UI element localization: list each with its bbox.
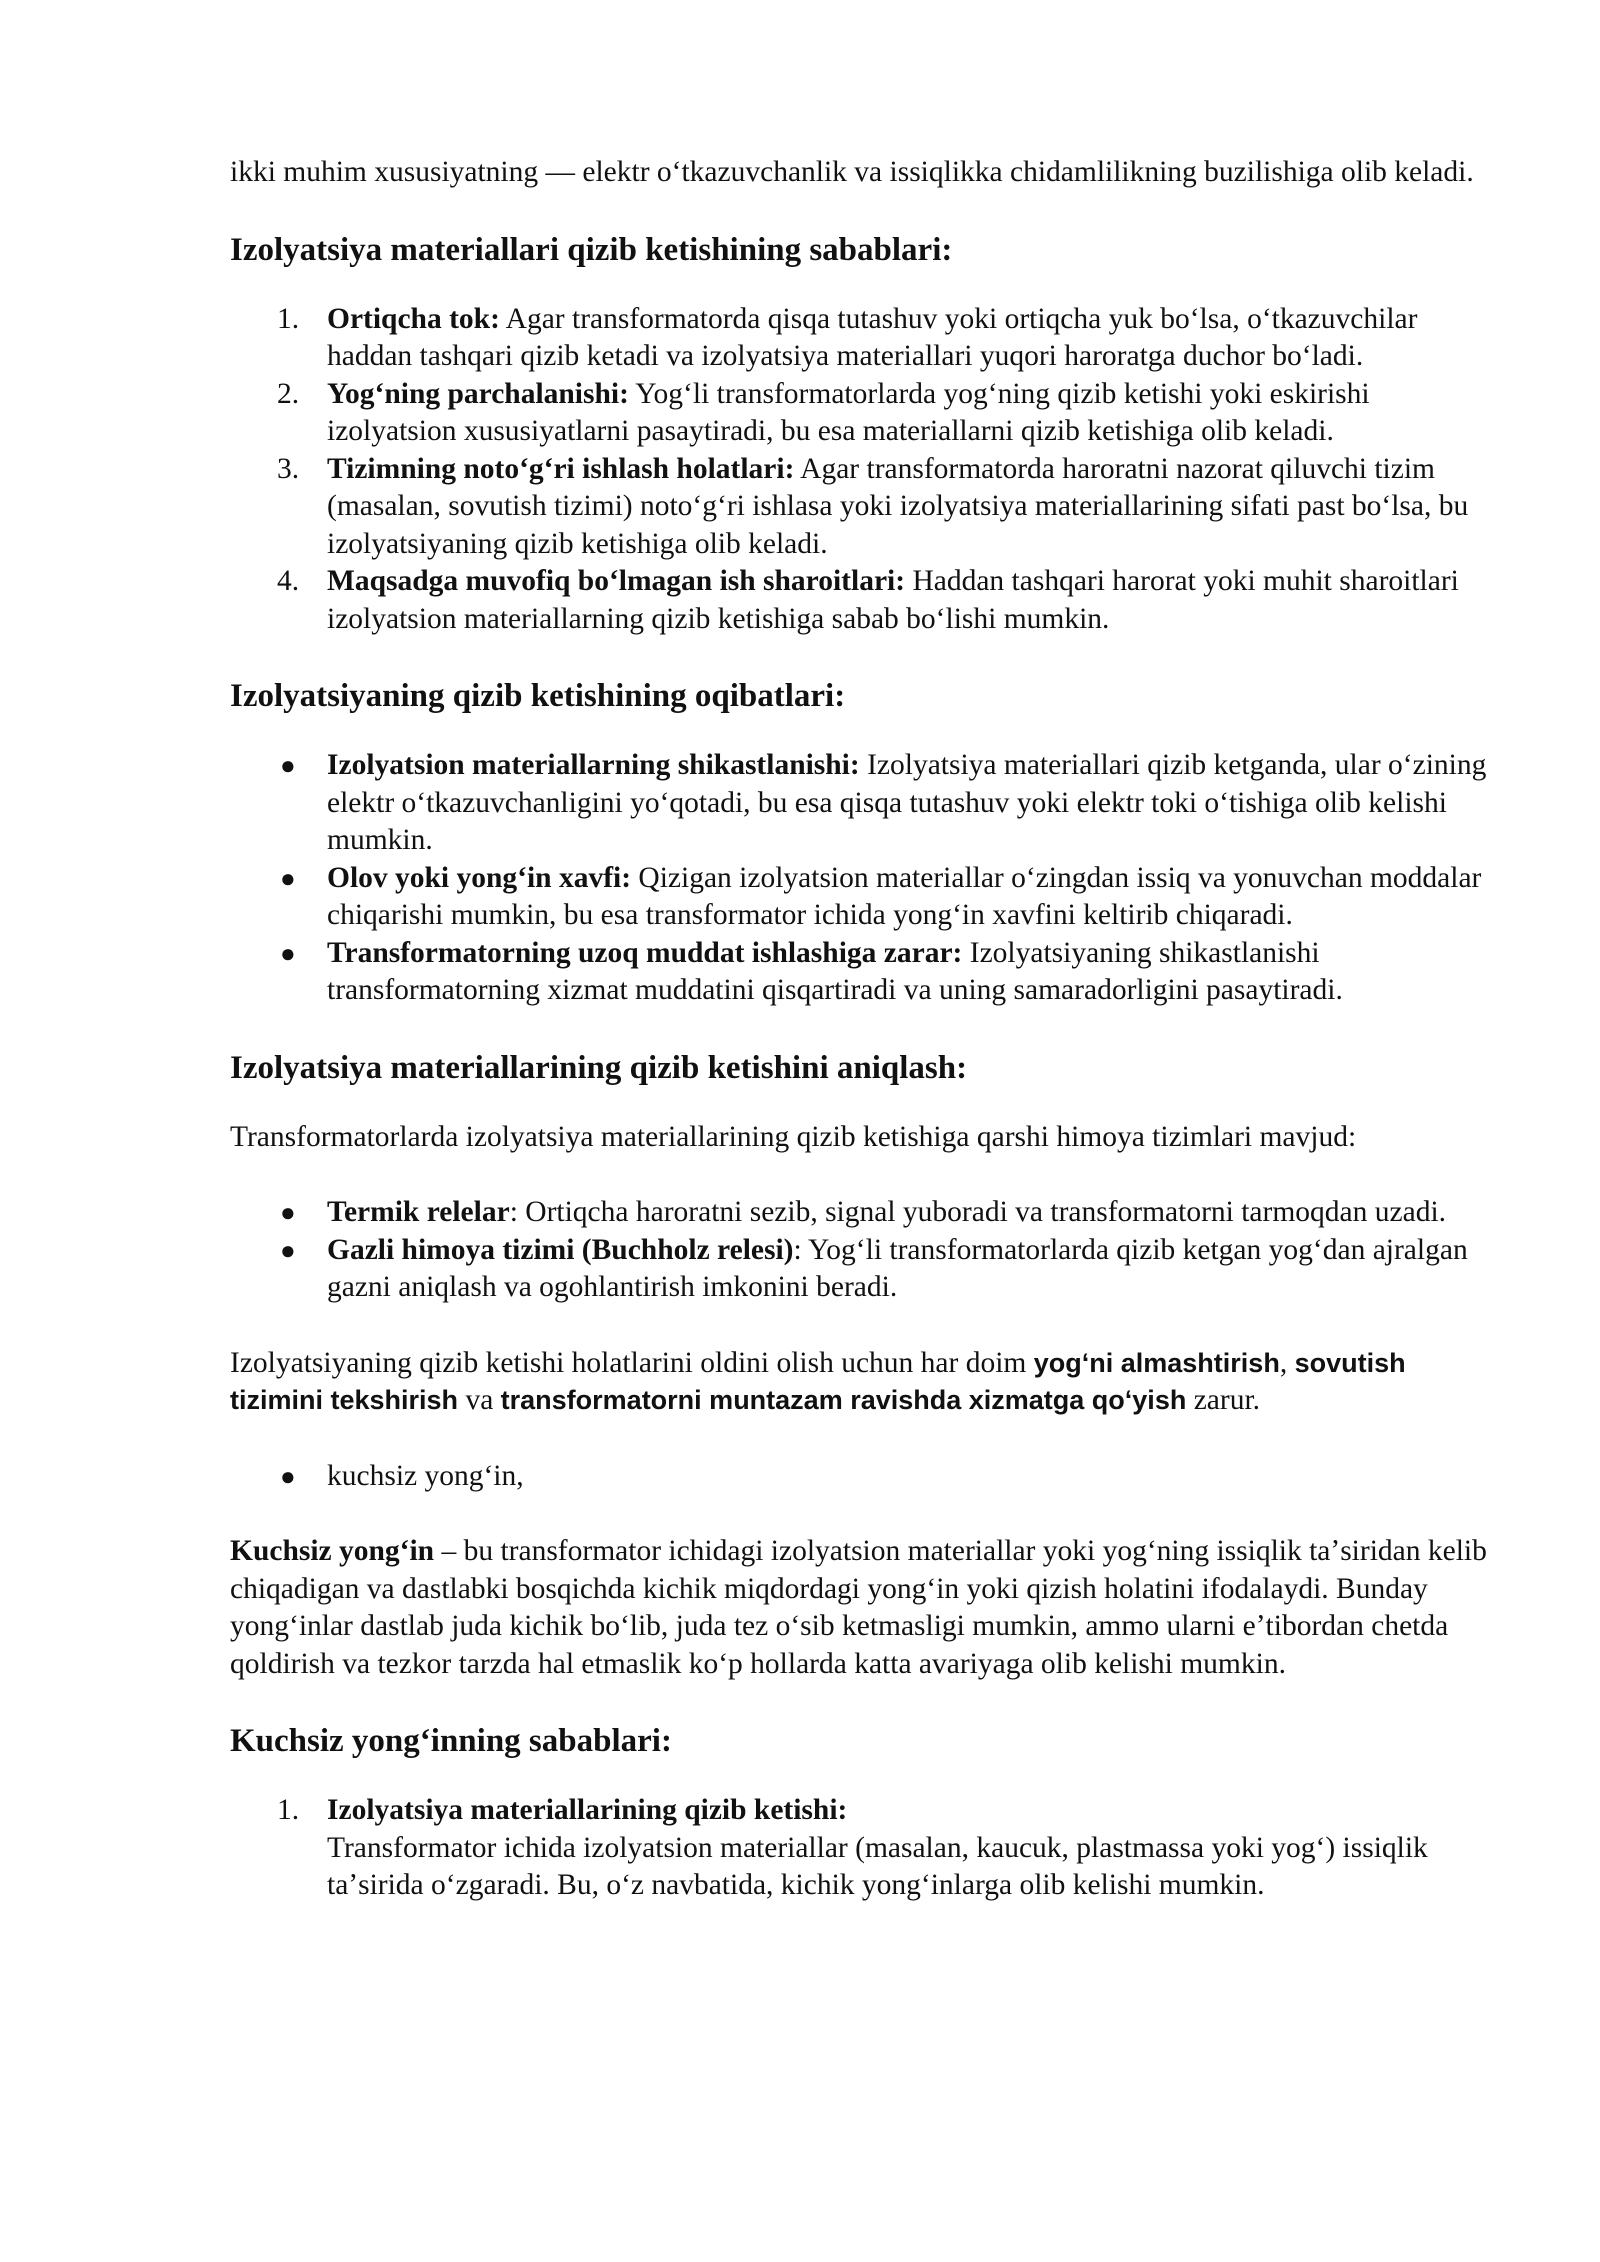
- list-item: [230, 1458, 1500, 1496]
- item-text: Haddan tashqari harorat yoki muhit sharoitlari izolyatsion materiallarning qizib ketishiga sabab boʻlishi mumkin.: [327, 565, 1459, 635]
- list-number: 3.: [277, 452, 300, 485]
- item-title: Yogʻning parchalanishi:: [327, 377, 629, 410]
- list-item: [230, 747, 1500, 860]
- list-item: [230, 1792, 1500, 1905]
- section-heading-fire-causes: Kuchsiz yongʻinning sabablari:: [230, 1723, 672, 1759]
- list-item: [230, 935, 1500, 1010]
- intro-paragraph: ikki muhim xususiyatning — elektr oʻtkazuvchanlik va issiqlikka chidamlilikning buzilishiga olib keladi.: [230, 156, 1474, 188]
- list-item: [230, 301, 1500, 376]
- bullet-icon: ●: [280, 938, 296, 968]
- prevention-paragraph: Izolyatsiyaning qizib ketishi holatlarini oldini olish uchun har doim yogʻni almashtirish, sovutish tizimini tekshirish va transformatorni muntazam ravishda xizmatga qoʻyish zarur.: [230, 1346, 1406, 1416]
- list-number: 2.: [277, 377, 300, 410]
- item-text: Agar transformatorda haroratni nazorat qiluvchi tizim (masalan, sovutish tizimi) notoʻgʻri ishlasa yoki izolyatsiya materiallarining sifati past boʻlsa, bu izolyatsiyaning qizib ketishiga olib keladi.: [327, 452, 1469, 560]
- bullet-icon: ●: [280, 1235, 296, 1265]
- bullet-icon: ●: [280, 751, 296, 780]
- item-title: Izolyatsiya materiallarining qizib ketishi:: [327, 1794, 848, 1826]
- section-heading-consequences: Izolyatsiyaning qizib ketishining oqibatlari:: [230, 678, 846, 714]
- item-title: Gazli himoya tizimi (Buchholz relesi): [327, 1233, 794, 1266]
- item-text: : Ortiqcha haroratni sezib, signal yuboradi va transformatorni tarmoqdan uzadi.: [509, 1196, 1447, 1228]
- list-item: [230, 451, 1500, 564]
- item-text: Transformator ichida izolyatsion materiallar (masalan, kaucuk, plastmassa yoki yogʻ) issiqlik taʼsirida oʻzgaradi. Bu, oʻz navbatida, kichik yongʻinlarga olib kelishi mumkin.: [327, 1831, 1428, 1901]
- list-number: 4.: [277, 565, 300, 597]
- protection-list: [230, 1194, 1500, 1307]
- item-text: Agar transformatorda qisqa tutashuv yoki ortiqcha yuk boʻlsa, oʻtkazuvchilar haddan tashqari qizib ketadi va izolyatsiya materiallari yuqori haroratga duchor boʻladi.: [327, 302, 1418, 372]
- list-item: [230, 563, 1500, 638]
- item-text: Yogʻli transformatorlarda yogʻning qizib ketishi yoki eskirishi izolyatsion xususiyatlarni pasaytiradi, bu esa materiallarni qizib ketishiga olib keladi.: [327, 377, 1370, 447]
- item-title: Tizimning notoʻgʻri ishlash holatlari:: [327, 452, 795, 485]
- section-heading-causes: Izolyatsiya materiallari qizib ketishining sabablari:: [230, 231, 953, 268]
- item-title: Maqsadga muvofiq boʻlmagan ish sharoitlari:: [327, 565, 906, 597]
- item-text: Izolyatsiyaning shikastlanishi transformatorning xizmat muddatini qisqartiradi va uning samaradorligini pasaytiradi.: [327, 936, 1343, 1006]
- fire-causes-list: [230, 1792, 1500, 1905]
- consequences-list: [230, 747, 1500, 1010]
- bullet-icon: ●: [280, 863, 296, 893]
- definition-paragraph: [230, 1533, 1500, 1683]
- item-title: Izolyatsion materiallarning shikastlanishi:: [327, 749, 860, 781]
- detection-intro: Transformatorlarda izolyatsiya materiallarining qizib ketishiga qarshi himoya tizimlari mavjud:: [230, 1120, 1357, 1153]
- item-title: Termik relelar: [327, 1196, 510, 1228]
- causes-list: [230, 301, 1500, 639]
- list-number: 1.: [277, 1794, 300, 1826]
- defined-term: Kuchsiz yongʻin: [230, 1535, 435, 1567]
- fire-bullet-list: [230, 1458, 1500, 1496]
- document-body: [230, 154, 1500, 1905]
- item-title: Olov yoki yongʻin xavfi:: [327, 861, 632, 894]
- item-text: : Yogʻli transformatorlarda qizib ketgan yogʻdan ajralgan gazni aniqlash va ogohlantirish imkonini beradi.: [327, 1233, 1468, 1303]
- list-number: 1.: [277, 302, 300, 335]
- list-item: [230, 376, 1500, 451]
- list-item: [230, 860, 1500, 935]
- definition-text: – bu transformator ichidagi izolyatsion materiallar yoki yogʻning issiqlik taʼsiridan kelib chiqadigan va dastlabki bosqichda kichik miqdordagi yongʻin yoki qizish holatini ifodalaydi. Bunday yongʻinlar dastlab juda kichik boʻlib, juda tez oʻsib ketmasligi mumkin, ammo ularni eʼtibordan chetda qoldirish va tezkor tarzda hal etmaslik koʻp hollarda katta avariyaga olib kelishi mumkin.: [230, 1535, 1487, 1680]
- item-text: Qizigan izolyatsion materiallar oʻzingdan issiq va yonuvchan moddalar chiqarishi mumkin, bu esa transformator ichida yongʻin xavfini keltirib chiqaradi.: [327, 861, 1482, 931]
- item-title: Ortiqcha tok:: [327, 302, 500, 335]
- bullet-icon: ●: [280, 1461, 296, 1491]
- item-text: Izolyatsiya materiallari qizib ketganda, ular oʻzining elektr oʻtkazuvchanligini yoʻqotadi, bu esa qisqa tutashuv yoki elektr toki oʻtishiga olib kelishi mumkin.: [327, 749, 1487, 856]
- item-text: kuchsiz yongʻin,: [327, 1459, 524, 1492]
- item-title: Transformatorning uzoq muddat ishlashiga zarar:: [327, 936, 963, 969]
- bullet-icon: ●: [280, 1198, 296, 1227]
- section-heading-detection: Izolyatsiya materiallarining qizib ketishini aniqlash:: [230, 1049, 968, 1086]
- list-item: [230, 1232, 1500, 1307]
- list-item: [230, 1194, 1500, 1232]
